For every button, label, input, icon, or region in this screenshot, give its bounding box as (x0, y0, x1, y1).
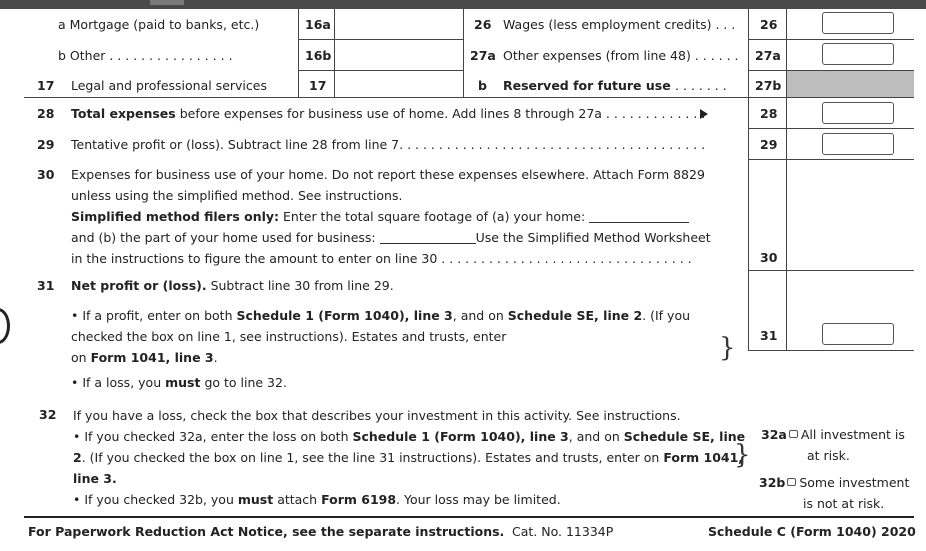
line-31-num: 31 (37, 278, 55, 293)
line-30-text-2: unless using the simplified method. See instructions. (71, 188, 403, 203)
line-31-bullet-1: • If a profit, enter on both Schedule 1 (Form 1040), line 3, and on Schedule SE, line 2. (If you (71, 308, 691, 323)
col-divider (748, 9, 749, 97)
home-sqft-field[interactable] (589, 210, 689, 223)
checkbox-32b[interactable] (787, 478, 796, 486)
line-30-text-5: in the instructions to figure the amount to enter on line 30 . . . . . . . . . . . . . . . . . . . . . . . . . . . . . . . . (71, 251, 692, 266)
line-32-head: If you have a loss, check the box that describes your investment in this activity. See instructions. (73, 408, 681, 423)
line-26-num: 26 (474, 17, 492, 32)
col-divider (786, 271, 787, 350)
line-17-num: 17 (37, 78, 55, 93)
line-27b-label: Reserved for future use . . . . . . . (503, 78, 727, 93)
row-line (298, 70, 464, 71)
col-divider (298, 9, 299, 97)
line-27a-input[interactable] (822, 43, 894, 65)
col-divider (463, 9, 464, 97)
brace-icon: } (734, 440, 751, 470)
line-27b-number: 27b (755, 78, 782, 93)
line-30-text-3: Simplified method filers only: Enter the total square footage of (a) your home: (71, 209, 689, 224)
row-line (298, 39, 464, 40)
line-31-bullet-2: • If a loss, you must go to line 32. (71, 375, 287, 390)
line-32-bullet-2: • If you checked 32b, you must attach Form 6198. Your loss may be limited. (73, 492, 561, 507)
line-16a-label: a Mortgage (paid to banks, etc.) (58, 17, 260, 32)
line-27a-number: 27a (755, 48, 781, 63)
line-31-input[interactable] (822, 323, 894, 345)
footer-form-name: Schedule C (Form 1040) 2020 (708, 524, 916, 539)
line-17-label: Legal and professional services (71, 78, 267, 93)
line-28-num: 28 (37, 106, 55, 121)
line-31-head: Net profit or (loss). Subtract line 30 from line 29. (71, 278, 394, 293)
line-32-bullet-1: • If you checked 32a, enter the loss on both Schedule 1 (Form 1040), line 3, and on Schedule SE, line (73, 429, 746, 444)
row-line (748, 159, 914, 160)
line-27a-label: Other expenses (from line 48) . . . . . . (503, 48, 739, 63)
top-bar (0, 0, 926, 9)
row-line (24, 97, 914, 98)
line-27b-num: b (478, 78, 487, 93)
brace-icon: } (719, 333, 736, 363)
footer-rule (24, 516, 914, 518)
line-29-num: 29 (37, 137, 55, 152)
footer-notice: For Paperwork Reduction Act Notice, see the separate instructions. (28, 524, 505, 539)
line-16a-number: 16a (305, 17, 331, 32)
line-27a-num: 27a (470, 48, 496, 63)
line-31-bullet-1-l3: on Form 1041, line 3. (71, 350, 218, 365)
col-divider (748, 271, 749, 350)
line-31-number: 31 (760, 328, 778, 343)
line-30-num: 30 (37, 167, 55, 182)
row-line (748, 350, 914, 351)
line-26-label: Wages (less employment credits) . . . (503, 17, 736, 32)
line-28-label: Total expenses before expenses for business use of home. Add lines 8 through 27a . . . . . . . . . . . . . (71, 106, 706, 121)
row-line (748, 128, 914, 129)
line-29-number: 29 (760, 137, 778, 152)
option-32b-line2: is not at risk. (803, 496, 885, 511)
side-circle-mark (0, 308, 10, 344)
line-32-bullet-1-l3: line 3. (73, 471, 117, 486)
line-29-label: Tentative profit or (loss). Subtract line 28 from line 7. . . . . . . . . . . . . . . . . . . . . . . . . . . . . . . . . . . . . . . (71, 137, 706, 152)
arrow-right-icon (700, 109, 708, 119)
line-27b-shaded (787, 71, 914, 97)
line-28-input[interactable] (822, 102, 894, 124)
line-26-input[interactable] (822, 12, 894, 34)
row-line (748, 270, 914, 271)
line-29-input[interactable] (822, 133, 894, 155)
line-30-text-1: Expenses for business use of your home. Do not report these expenses elsewhere. Attach Form 8829 (71, 167, 705, 182)
line-31-bullet-1-l2: checked the box on line 1, see instructions). Estates and trusts, enter (71, 329, 507, 344)
line-30-number: 30 (760, 250, 778, 265)
line-26-number: 26 (760, 17, 778, 32)
row-line (748, 39, 914, 40)
line-32-bullet-1-l2: 2. (If you checked the box on line 1, see the line 31 instructions). Estates and trusts, enter on Form 1041, (73, 450, 744, 465)
line-28-number: 28 (760, 106, 778, 121)
col-divider (334, 9, 335, 97)
col-divider (786, 160, 787, 270)
line-30-text-4: and (b) the part of your home used for business: Use the Simplified Method Worksheet (71, 230, 711, 245)
line-16b-number: 16b (305, 48, 332, 63)
business-sqft-field[interactable] (380, 231, 476, 244)
col-divider (748, 160, 749, 270)
line-17-number: 17 (309, 78, 327, 93)
option-32a[interactable]: 32a All investment is (761, 427, 905, 442)
footer-cat-no: Cat. No. 11334P (512, 524, 614, 539)
top-tab (150, 0, 184, 5)
line-16b-label: b Other . . . . . . . . . . . . . . . . (58, 48, 233, 63)
line-32-num: 32 (39, 407, 57, 422)
checkbox-32a[interactable] (789, 430, 798, 438)
option-32b[interactable]: 32b Some investment (759, 475, 910, 490)
option-32a-line2: at risk. (807, 448, 850, 463)
